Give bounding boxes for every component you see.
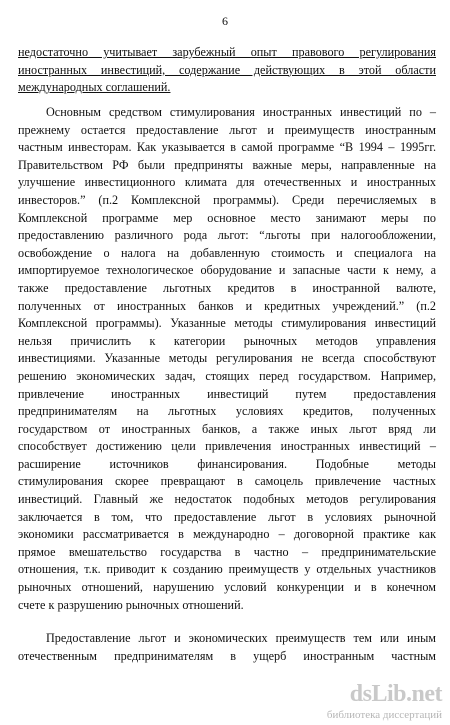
text-line: способствует достижению цели привлечения иностранных инвестиций – (18, 439, 436, 454)
text-line: прямое вмешательство государства в частно – предпринимательские (18, 544, 436, 559)
text-line: государством от иностранных банков, а также иных льгот вряд ли (18, 421, 436, 436)
text-line: экономики рассматривается в международно – договорной практике как (18, 527, 436, 542)
text-line: импортируемое технологическое оборудование и запасные части к нему, а (18, 263, 436, 278)
text-line: отечественным предпринимателям в ущерб иностранным частным (18, 648, 436, 663)
text-line: Комплексной программы). Указанные методы стимулирования инвестиций (18, 316, 436, 331)
page-number: 6 (222, 14, 228, 28)
paragraph-3 (18, 630, 436, 665)
paragraph-2 (18, 104, 436, 614)
watermark (312, 681, 442, 721)
text-line: Правительством РФ были предприняты важные меры, направленные на (18, 157, 436, 172)
text-line: стимулирования скорее превращают в самоцель привлечение частных (18, 474, 436, 489)
text-line: улучшение инвестиционного климата для отечественных и иностранных (18, 175, 436, 190)
text-line: предпринимателям на льготных условиях кредитов, полученных (18, 404, 436, 419)
text-line: инвестиций. Главный же недостаток подобных методов регулирования (18, 492, 436, 507)
text-line: международных соглашений. (18, 80, 171, 95)
text-line: иностранных инвестиций, содержание действующих в этой области (18, 62, 436, 77)
text-line: Предоставление льгот и экономических преимуществ тем или иным (46, 631, 436, 645)
text-line: предоставлению различного рода льгот: “льготы при налогообложении, (18, 228, 436, 243)
text-line: привлечение иностранных инвестиций путем предоставления (18, 386, 436, 401)
paragraph-1 (18, 44, 436, 97)
text-line: недостаточно учитывает зарубежный опыт правового регулирования (18, 45, 436, 59)
text-line: Основным средством стимулирования иностранных инвестиций по – (46, 105, 436, 119)
text-line: инвестициями. Указанные методы регулирования не всегда способствуют (18, 351, 436, 366)
text-line: заключается в том, что предоставление льгот в условиях рыночной (18, 509, 436, 524)
text-line: рыночных отношений, нарушению условий конкуренции и в конечном (18, 580, 436, 595)
text-line: расширение источников финансирования. Подобные методы (18, 456, 436, 471)
text-line: нельзя причислить к категории рыночных методов управления (18, 333, 436, 348)
text-line: частным инвесторам. Как указывается в самой программе “В 1994 – 1995гг. (18, 140, 436, 155)
text-line: Комплексной программе мер основное место занимают меры по (18, 210, 436, 225)
text-line: полученных от иностранных банков и кредитных учреждений.” (п.2 (18, 298, 436, 313)
watermark-caption: библиотека диссертаций (326, 709, 442, 721)
text-line: инвесторов.” (п.2 Комплексной программы). Среди перечисляемых в (18, 192, 436, 207)
text-line: освобождение о налога на добавленную стоимость и специалога на (18, 245, 436, 260)
text-line: решению экономических задач, стоящих перед государством. Например, (18, 368, 436, 383)
text-line: также предоставление льготных кредитов в иностранной валюте, (18, 280, 436, 295)
watermark-logo: dsLib.net (349, 681, 442, 707)
text-line: счете к разрушению рыночных отношений. (18, 597, 244, 612)
text-line: прежнему остается предоставление льгот и преимуществ иностранным (18, 122, 436, 137)
text-line: отношения, т.к. приводит к созданию преимуществ у отдельных участников (18, 562, 436, 577)
